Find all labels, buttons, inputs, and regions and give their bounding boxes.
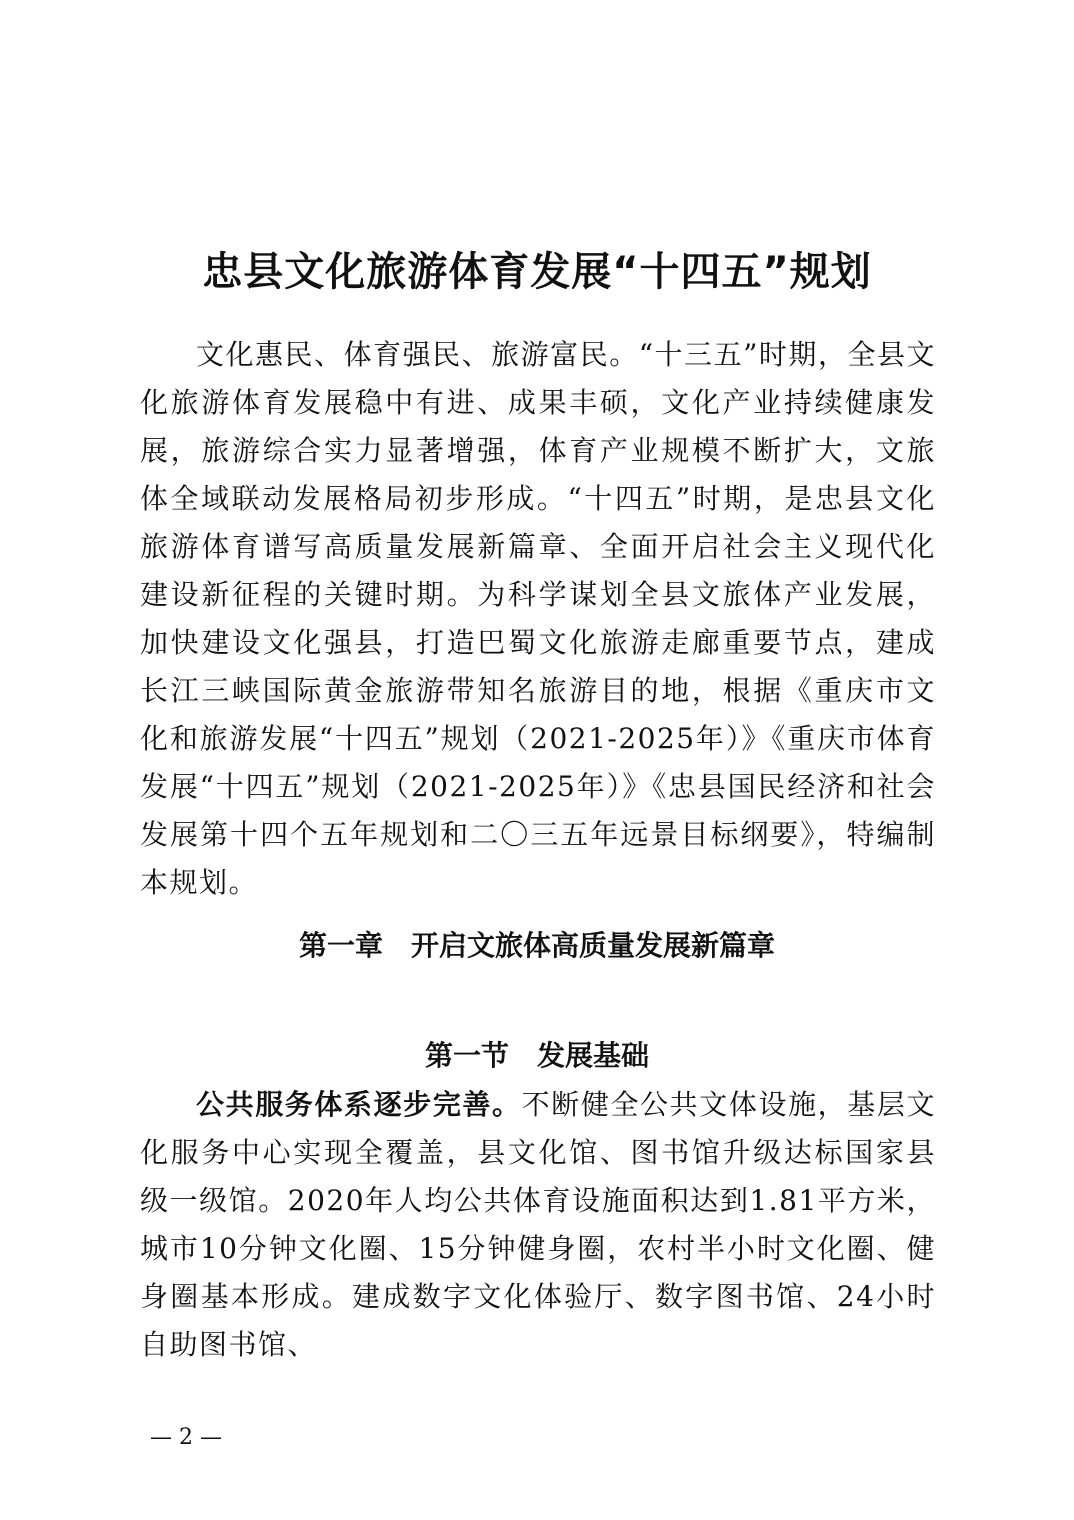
section-heading: 第一节 发展基础 (424, 1039, 649, 1072)
intro-paragraph: 文化惠民、体育强民、旅游富民。“十三五”时期，全县文化旅游体育发展稳中有进、成果丰硕，文化产业持续健康发展，旅游综合实力显著增强，体育产业规模不断扩大，文旅体全域联动发展格局初步形成。“十四五”时期，是忠县文化旅游体育谱写高质量发展新篇章、全面开启社会主义现代化建设新征程的关键时期。为科学谋划全县文旅体产业发展，加快建设文化强县，打造巴蜀文化旅游走廊重要节点，建成长江三峡国际黄金旅游带知名旅游目的地，根据《重庆市文化和旅游发展“十四五”规划（2021-2025年）》《重庆市体育发展“十四五”规划（2021-2025年）》《忠县国民经济和社会发展第十四个五年规划和二〇三五年远景目标纲要》，特编制本规划。 (140, 338, 936, 899)
section-paragraph (140, 1081, 936, 1369)
section-paragraph-text: 不断健全公共文体设施，基层文化服务中心实现全覆盖，县文化馆、图书馆升级达标国家县级一级馆。2020年人均公共体育设施面积达到1.81平方米，城市10分钟文化圈、15分钟健身圈，农村半小时文化圈、健身圈基本形成。建成数字文化体验厅、数字图书馆、24小时自助图书馆、 (140, 1088, 936, 1361)
chapter-heading: 第一章 开启文旅体高质量发展新篇章 (298, 929, 775, 962)
page-number: — 2 — (150, 1425, 222, 1450)
section-lead-text: 公共服务体系逐步完善。 (196, 1088, 522, 1121)
document-title: 忠县文化旅游体育发展“十四五”规划 (202, 249, 872, 295)
